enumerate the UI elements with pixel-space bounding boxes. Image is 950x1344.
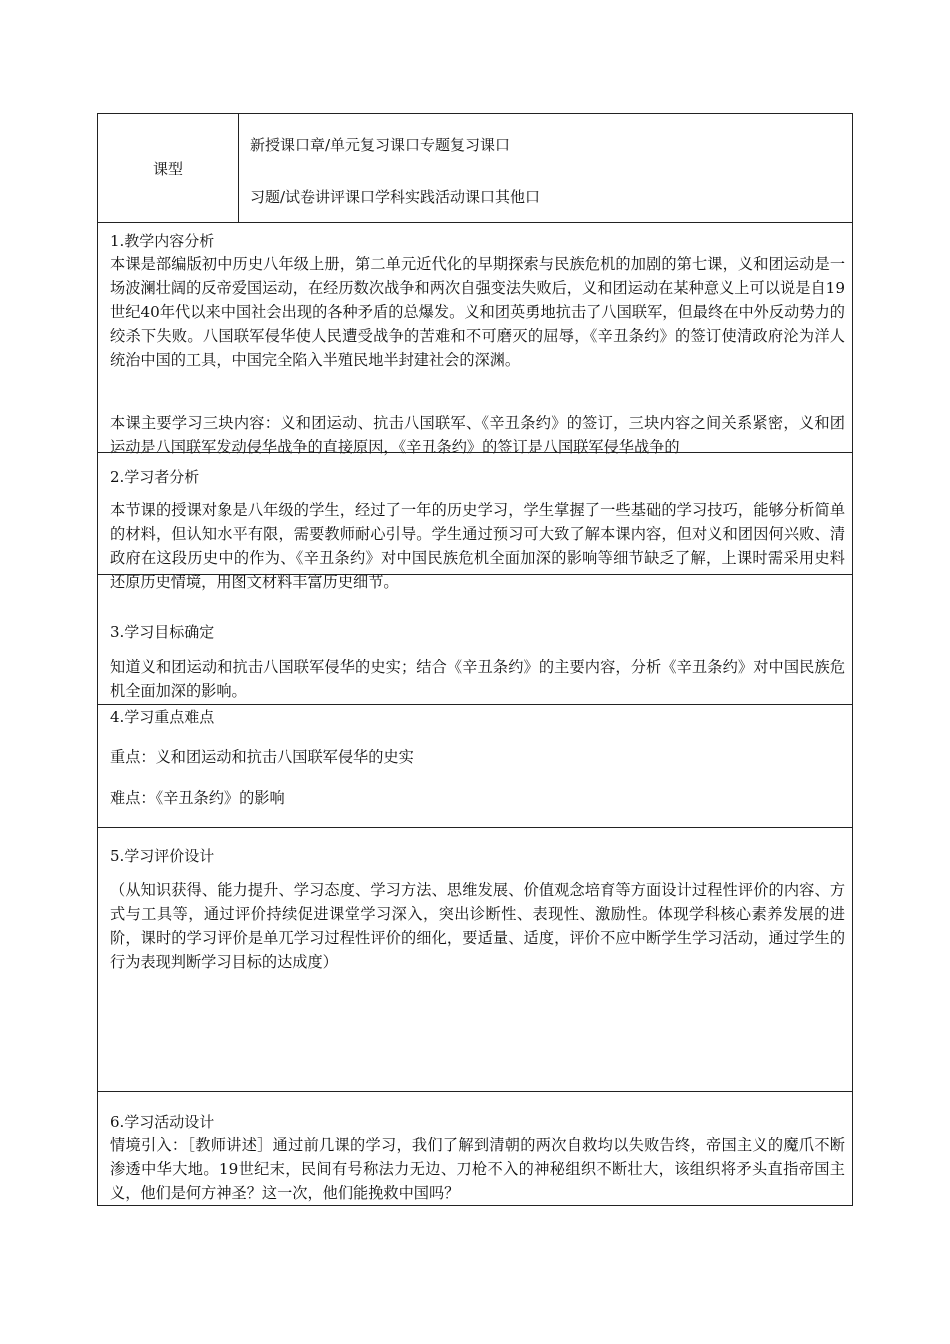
section-content-analysis bbox=[98, 222, 852, 456]
paragraph: （从知识获得、能力提升、学习态度、学习方法、思维发展、价值观念培育等方面设计过程性评价的内容、方式与工具等，通过评价持续促进课堂学习深入，突出诊断性、表现性、激励性。体现学科核心素养发展的进阶，课时的学习评价是单兀学习过程性评价的细化，要适量、适度，评价不应中断学生学习活动，通过学生的行为表现判断学习目标的达成度） bbox=[110, 881, 845, 971]
section-heading: 6.学习活动设计 bbox=[110, 1113, 215, 1131]
section-learner-analysis bbox=[98, 452, 852, 591]
paragraph: 本课主要学习三块内容：义和团运动、抗击八国联军、《辛丑条约》的签订，三块内容之间关系紧密，义和团运动是八国联军发动侵华战争的直接原因，《辛丑条约》的签订是八国联军侵华战争的 bbox=[110, 414, 845, 456]
course-type-row bbox=[98, 114, 852, 222]
section-heading: 1.教学内容分析 bbox=[110, 232, 215, 250]
paragraph-key-point: 重点：义和团运动和抗击八国联军侵华的史实 bbox=[110, 748, 414, 766]
course-type-line-2: 习题/试卷讲评课口学科实践活动课口其他口 bbox=[250, 188, 541, 206]
paragraph: 本课是部编版初中历史八年级上册，第二单元近代化的早期探索与民族危机的加剧的第七课，义和团运动是一场波澜壮阔的反帝爱国运动，在经历数次战争和两次自强变法失败后，义和团运动在某种意义上可以说是自19世纪40年代以来中国社会出现的各种矛盾的总爆发。义和团英勇地抗击了八国联军，但最终在中外反动势力的绞杀下失败。八国联军侵华使人民遭受战争的苦难和不可磨灭的屈辱，《辛丑条约》的签订使清政府沦为洋人统治中国的工具，中国完全陷入半殖民地半封建社会的深渊。 bbox=[110, 255, 845, 369]
section-learning-objectives bbox=[98, 574, 852, 704]
section-activity-design bbox=[98, 1091, 852, 1205]
section-key-difficult-points bbox=[98, 704, 852, 827]
section-evaluation-design bbox=[98, 827, 852, 1091]
paragraph: 知道义和团运动和抗击八国联军侵华的史实；结合《辛丑条约》的主要内容，分析《辛丑条约》对中国民族危机全面加深的影响。 bbox=[110, 658, 845, 700]
course-type-label: 课型 bbox=[98, 114, 239, 222]
section-heading: 5.学习评价设计 bbox=[110, 847, 215, 865]
course-type-line-1: 新授课口章/单元复习课口专题复习课口 bbox=[250, 136, 511, 154]
section-heading: 2.学习者分析 bbox=[110, 468, 200, 486]
lesson-plan-table bbox=[97, 113, 853, 1206]
paragraph: 本节课的授课对象是八年级的学生，经过了一年的历史学习，学生掌握了一些基础的学习技巧，能够分析简单的材料，但认知水平有限，需要教师耐心引导。学生通过预习可大致了解本课内容，但对义和团因何兴败、清政府在这段历史中的作为、《辛丑条约》对中国民族危机全面加深的影响等细节缺乏了解，上课时需采用史料还原历史情境，用图文材料丰富历史细节。 bbox=[110, 501, 845, 591]
paragraph: 情境引入：［教师讲述］通过前几课的学习，我们了解到清朝的两次自救均以失败告终，帝国主义的魔爪不断渗透中华大地。19世纪末，民间有号称法力无边、刀枪不入的神秘组织不断壮大，该组织将矛头直指帝国主义，他们是何方神圣？这一次，他们能挽救中国吗？ bbox=[110, 1136, 845, 1202]
section-heading: 4.学习重点难点 bbox=[110, 708, 215, 726]
section-heading: 3.学习目标确定 bbox=[110, 623, 215, 641]
paragraph-difficult-point: 难点：《辛丑条约》的影响 bbox=[110, 789, 285, 807]
